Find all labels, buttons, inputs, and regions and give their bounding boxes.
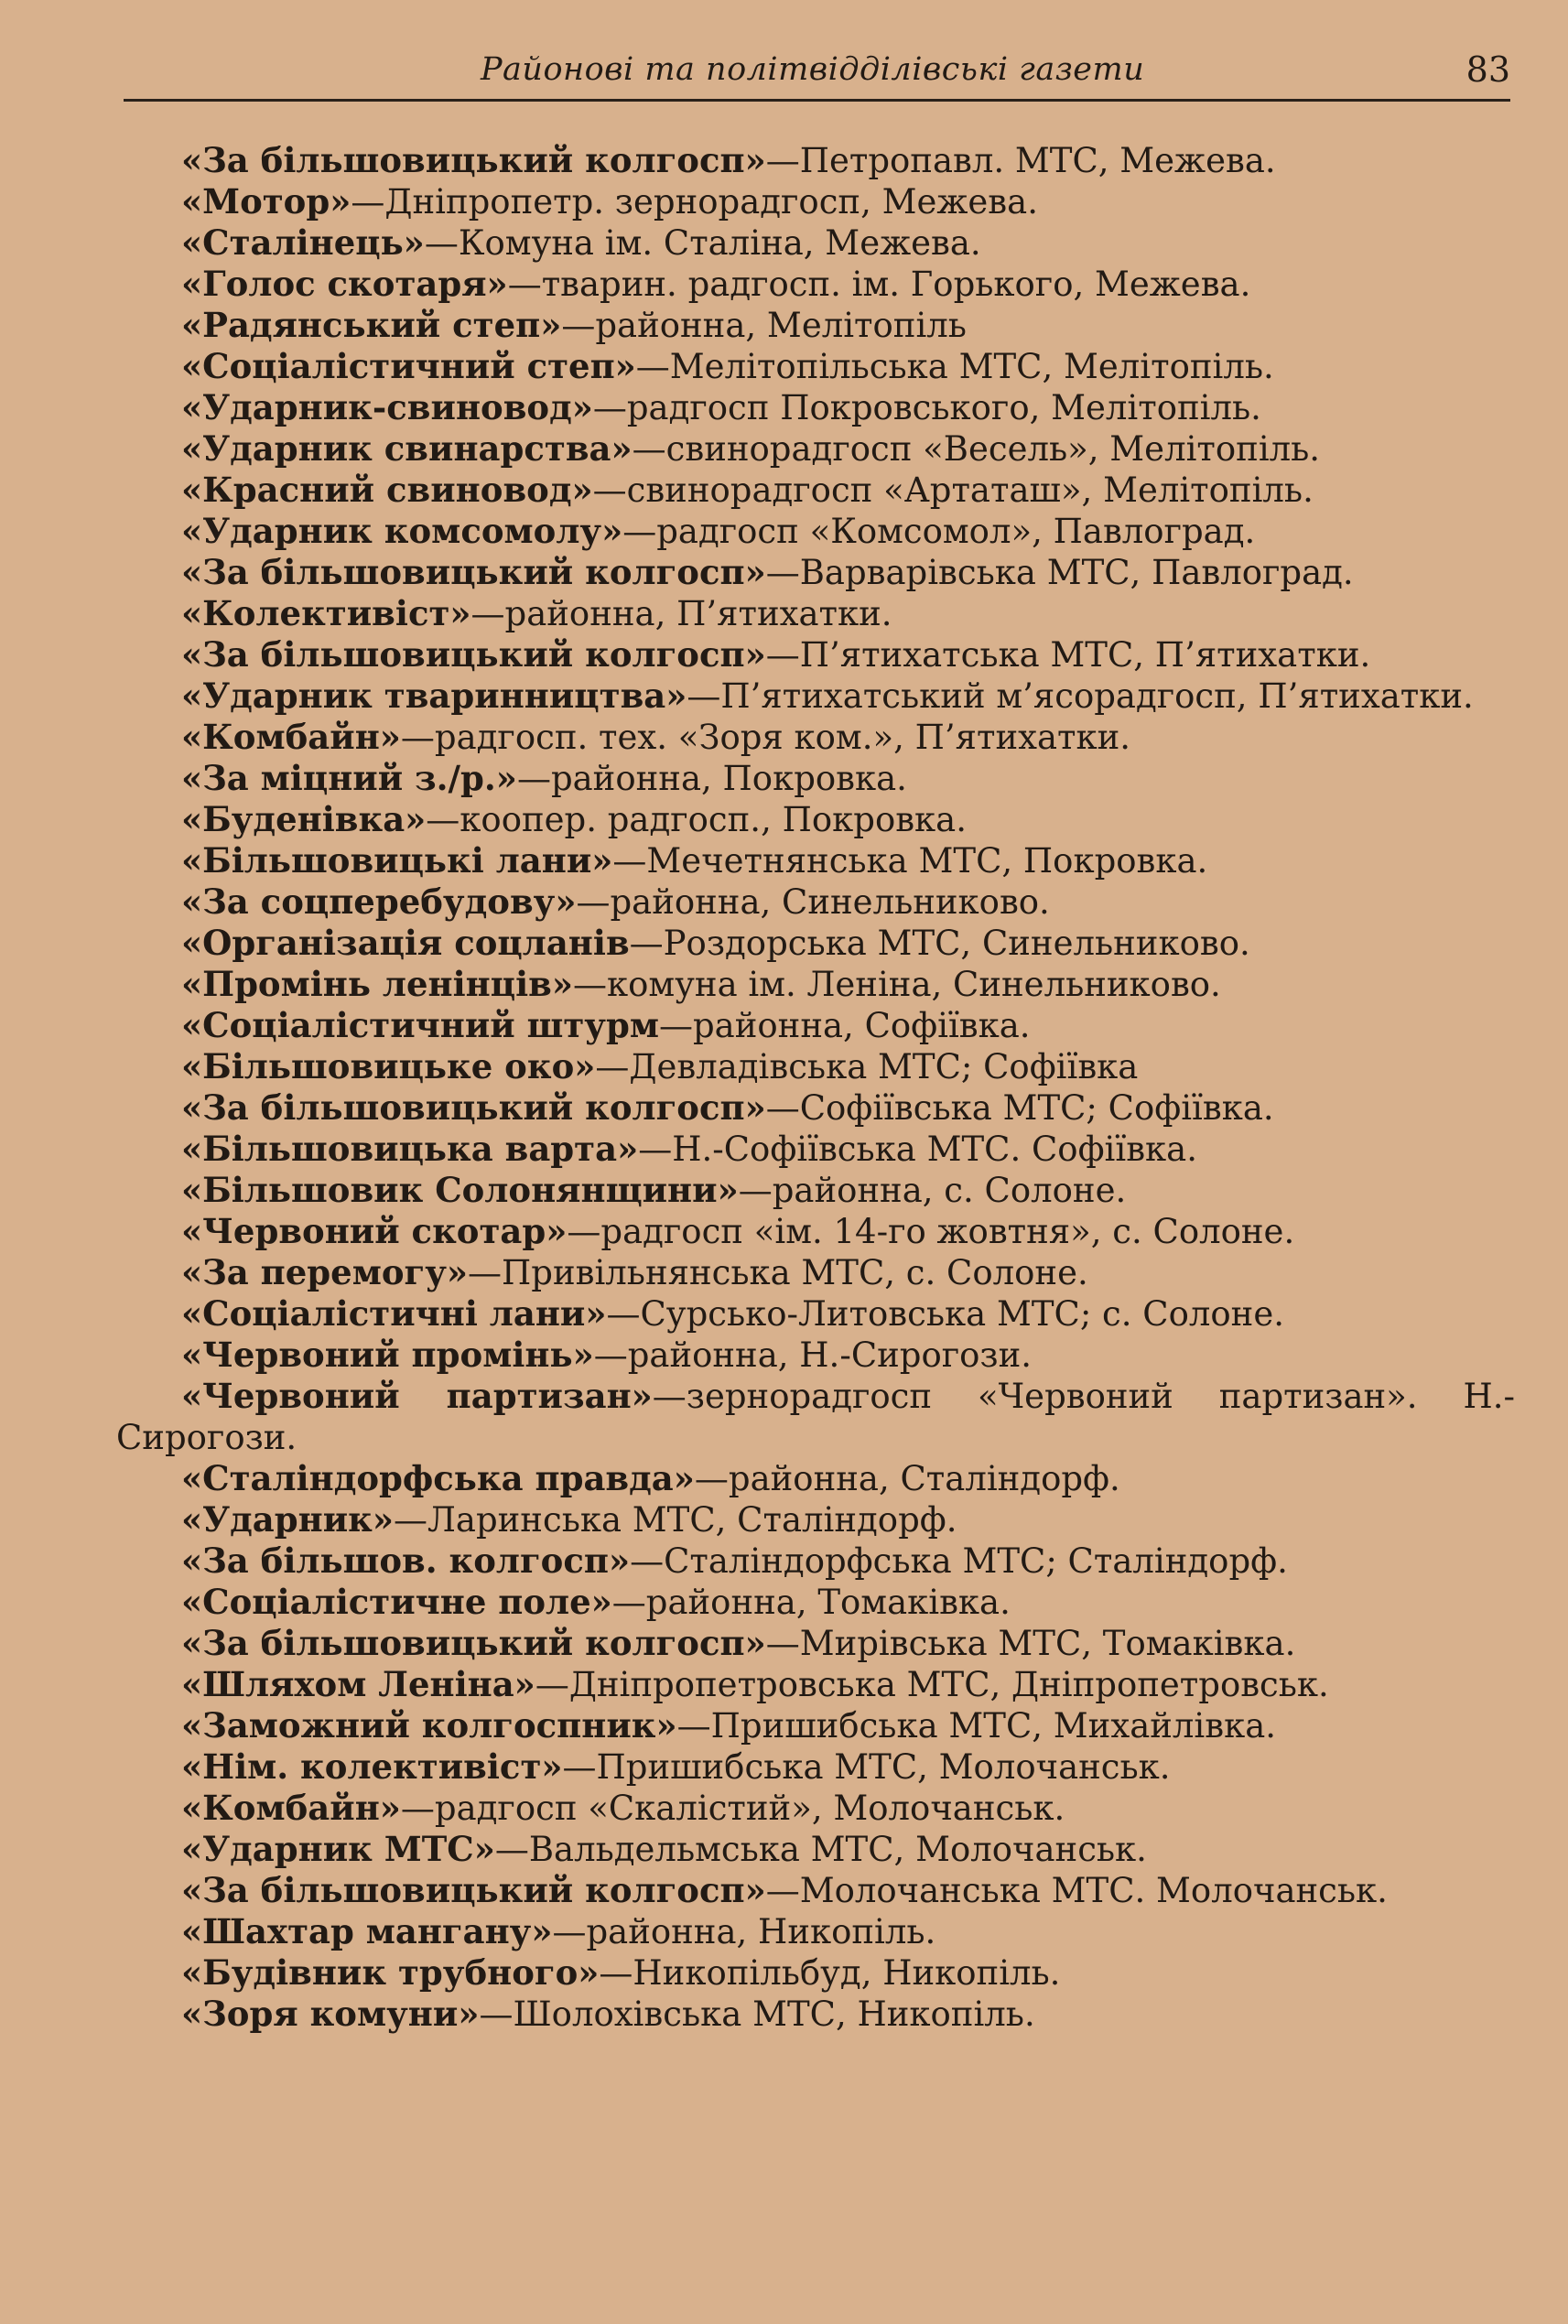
newspaper-title: «За більшовицький колгосп» bbox=[181, 140, 766, 180]
newspaper-entry bbox=[116, 1829, 1515, 1870]
newspaper-title: «Шахтар мангану» bbox=[181, 1911, 553, 1951]
newspaper-details: —Сталіндорфська МТС; Сталіндорф. bbox=[630, 1541, 1288, 1581]
newspaper-title: «Ударник свинарства» bbox=[181, 428, 633, 469]
newspaper-details: —П’ятихатський м’ясорадгосп, П’ятихатки. bbox=[687, 676, 1474, 716]
newspaper-entry bbox=[116, 1458, 1515, 1499]
newspaper-entry bbox=[116, 593, 1515, 634]
newspaper-title: «Голос скотаря» bbox=[181, 264, 508, 304]
newspaper-title: «Колективіст» bbox=[181, 593, 471, 633]
newspaper-title: «Красний свиновод» bbox=[181, 470, 593, 510]
newspaper-entry bbox=[116, 923, 1515, 964]
newspaper-details: —Мелітопільська МТС, Мелітопіль. bbox=[635, 347, 1274, 386]
newspaper-details: —районна, с. Солоне. bbox=[738, 1171, 1127, 1210]
newspaper-title: «Більшовик Солонянщини» bbox=[181, 1170, 739, 1210]
newspaper-details: —Пришибська МТС, Михайлівка. bbox=[676, 1706, 1277, 1746]
header-rule bbox=[124, 99, 1510, 102]
newspaper-details: —Мечетнянська МТС, Покровка. bbox=[612, 841, 1208, 881]
newspaper-entry bbox=[116, 1705, 1515, 1746]
newspaper-entry bbox=[116, 1664, 1515, 1705]
newspaper-title: «Зоря комуни» bbox=[181, 1994, 480, 2034]
newspaper-entry bbox=[116, 470, 1515, 511]
newspaper-entry bbox=[116, 1211, 1515, 1252]
newspaper-entry bbox=[116, 181, 1515, 222]
newspaper-entry bbox=[116, 1911, 1515, 1952]
newspaper-title: «Буденівка» bbox=[181, 799, 427, 839]
newspaper-details: —районна, Софіївка. bbox=[658, 1006, 1031, 1045]
newspaper-entry bbox=[116, 881, 1515, 923]
newspaper-entry bbox=[116, 1335, 1515, 1376]
newspaper-title: «Шляхом Леніна» bbox=[181, 1664, 535, 1704]
newspaper-title: «Комбайн» bbox=[181, 1788, 401, 1828]
newspaper-details: —радгосп «Комсомол», Павлоград. bbox=[622, 512, 1256, 551]
newspaper-details: —свинорадгосп «Весель», Мелітопіль. bbox=[632, 429, 1321, 469]
newspaper-details: —районна, Томаківка. bbox=[611, 1583, 1011, 1622]
newspaper-entry bbox=[116, 1952, 1515, 1994]
newspaper-details: —радгосп. тех. «Зоря ком.», П’ятихатки. bbox=[400, 718, 1131, 757]
newspaper-title: «Нім. колективіст» bbox=[181, 1746, 563, 1787]
newspaper-title: «За більшовицький колгосп» bbox=[181, 634, 766, 675]
newspaper-details: —Девладівська МТС; Софіївка bbox=[595, 1047, 1139, 1086]
newspaper-details: —Молочанська МТС. Молочанськ. bbox=[765, 1871, 1388, 1910]
newspaper-details: —П’ятихатська МТС, П’ятихатки. bbox=[765, 635, 1371, 675]
newspaper-title: «Мотор» bbox=[181, 181, 351, 222]
newspaper-entry bbox=[116, 717, 1515, 758]
newspaper-title: «За соцперебудову» bbox=[181, 881, 577, 922]
newspaper-entry bbox=[116, 1087, 1515, 1129]
newspaper-details: —Вальдельмська МТС, Молочанськ. bbox=[494, 1830, 1147, 1869]
newspaper-details: —Шолохівська МТС, Никопіль. bbox=[479, 1994, 1035, 2034]
newspaper-entry bbox=[116, 1376, 1515, 1458]
running-title: Районові та політвідділівські газети bbox=[481, 51, 1145, 88]
newspaper-title: «Ударник МТС» bbox=[181, 1829, 495, 1869]
newspaper-title: «За більшовицький колгосп» bbox=[181, 1870, 766, 1910]
newspaper-title: «Ударник комсомолу» bbox=[181, 511, 623, 551]
newspaper-details: —районна, П’ятихатки. bbox=[470, 594, 892, 633]
newspaper-entry bbox=[116, 799, 1515, 840]
newspaper-details: —районна, Синельниково. bbox=[576, 882, 1050, 922]
newspaper-details: —коопер. радгосп., Покровка. bbox=[426, 800, 967, 839]
newspaper-entry bbox=[116, 840, 1515, 881]
newspaper-title: «За міцний з./р.» bbox=[181, 758, 517, 798]
newspaper-entry bbox=[116, 1623, 1515, 1664]
newspaper-entry bbox=[116, 1870, 1515, 1911]
newspaper-entry bbox=[116, 140, 1515, 181]
newspaper-title: «Комбайн» bbox=[181, 717, 401, 757]
newspaper-details: —Дніпропетровська МТС, Дніпропетровськ. bbox=[535, 1665, 1329, 1704]
newspaper-title: «За більшовицький колгосп» bbox=[181, 1623, 766, 1663]
page-number: 83 bbox=[1465, 49, 1510, 90]
newspaper-entry bbox=[116, 676, 1515, 717]
newspaper-title: «За більшов. колгосп» bbox=[181, 1540, 631, 1581]
newspaper-details: —Никопільбуд, Никопіль. bbox=[599, 1953, 1061, 1993]
newspaper-details: —районна, Мелітопіль bbox=[561, 306, 967, 345]
newspaper-details: —Петропавл. МТС, Межева. bbox=[765, 141, 1276, 180]
newspaper-title: «Більшовицьке око» bbox=[181, 1046, 596, 1086]
newspaper-entry bbox=[116, 1252, 1515, 1293]
newspaper-entry bbox=[116, 1746, 1515, 1788]
newspaper-title: «Заможний колгоспник» bbox=[181, 1705, 677, 1746]
newspaper-title: «Ударник тваринництва» bbox=[181, 676, 687, 716]
newspaper-title: «Радянський степ» bbox=[181, 305, 562, 345]
newspaper-details: —Пришибська МТС, Молочанськ. bbox=[562, 1747, 1171, 1787]
newspaper-entry bbox=[116, 1005, 1515, 1046]
newspaper-title: «За більшовицький колгосп» bbox=[181, 1087, 766, 1128]
newspaper-title: «Ударник» bbox=[181, 1499, 395, 1540]
newspaper-details: —свинорадгосп «Артаташ», Мелітопіль. bbox=[592, 470, 1314, 510]
newspaper-title: «Будівник трубного» bbox=[181, 1952, 600, 1993]
newspaper-entry bbox=[116, 346, 1515, 387]
newspaper-details: —Н.-Софіївська МТС. Софіївка. bbox=[638, 1130, 1197, 1169]
newspaper-title: «Більшовицька варта» bbox=[181, 1129, 639, 1169]
newspaper-title: «Червоний партизан» bbox=[181, 1376, 653, 1416]
newspaper-entry bbox=[116, 1788, 1515, 1829]
newspaper-details: —радгосп «ім. 14-го жовтня», с. Солоне. bbox=[567, 1212, 1295, 1251]
newspaper-details: —зернорадгосп «Червоний партизан». Н.-Сирогози. bbox=[116, 1377, 1515, 1457]
newspaper-title: «Сталінець» bbox=[181, 222, 425, 263]
newspaper-title: «Соціалістичний степ» bbox=[181, 346, 636, 386]
newspaper-entry bbox=[116, 1540, 1515, 1582]
newspaper-details: —районна, Сталіндорф. bbox=[694, 1459, 1120, 1498]
newspaper-details: —Привільнянська МТС, с. Солоне. bbox=[468, 1253, 1088, 1292]
newspaper-title: «Соціалістичні лани» bbox=[181, 1293, 607, 1334]
newspaper-entry bbox=[116, 1170, 1515, 1211]
newspaper-details: —Софіївська МТС; Софіївка. bbox=[765, 1088, 1274, 1128]
newspaper-entry bbox=[116, 264, 1515, 305]
newspaper-title: «Промінь ленінців» bbox=[181, 964, 573, 1004]
newspaper-details: —тварин. радгосп. ім. Горького, Межева. bbox=[507, 265, 1251, 304]
newspaper-details: —Сурсько-Литовська МТС; с. Солоне. bbox=[606, 1294, 1284, 1334]
newspaper-title: «Ударник-свиновод» bbox=[181, 387, 593, 427]
newspaper-title: «Більшовицькі лани» bbox=[181, 840, 613, 881]
newspaper-title: «Соціалістичне поле» bbox=[181, 1582, 612, 1622]
newspaper-entry bbox=[116, 1994, 1515, 2035]
newspaper-entry bbox=[116, 1046, 1515, 1087]
newspaper-details: —районна, Н.-Сирогози. bbox=[593, 1335, 1033, 1375]
newspaper-details: —Варварівська МТС, Павлоград. bbox=[765, 553, 1354, 592]
newspaper-details: —радгосп Покровського, Мелітопіль. bbox=[592, 388, 1261, 427]
newspaper-details: —Дніпропетр. зернорадгосп, Межева. bbox=[351, 182, 1038, 222]
newspaper-details: —радгосп «Скалістий», Молочанськ. bbox=[400, 1789, 1065, 1828]
newspaper-entry bbox=[116, 305, 1515, 346]
newspaper-details: —районна, Никопіль. bbox=[552, 1912, 936, 1951]
newspaper-title: «Соціалістичний штурм bbox=[181, 1005, 659, 1045]
newspaper-title: «Сталіндорфська правда» bbox=[181, 1458, 695, 1498]
newspaper-entry bbox=[116, 1129, 1515, 1170]
newspaper-entry bbox=[116, 552, 1515, 593]
newspaper-details: —Мирівська МТС, Томаківка. bbox=[765, 1624, 1296, 1663]
newspaper-title: «За перемогу» bbox=[181, 1252, 469, 1292]
newspaper-title: «Організація соцланів bbox=[181, 923, 630, 963]
newspaper-title: «Червоний скотар» bbox=[181, 1211, 568, 1251]
newspaper-details: —Ларинська МТС, Сталіндорф. bbox=[394, 1500, 957, 1540]
newspaper-details: —районна, Покровка. bbox=[516, 759, 907, 798]
newspaper-details: —Комуна ім. Сталіна, Межева. bbox=[424, 223, 981, 263]
newspaper-entry bbox=[116, 964, 1515, 1005]
newspaper-title: «Червоний промінь» bbox=[181, 1335, 594, 1375]
page-header bbox=[124, 42, 1510, 106]
newspaper-entry bbox=[116, 1293, 1515, 1335]
newspaper-entry bbox=[116, 758, 1515, 799]
newspaper-entry bbox=[116, 428, 1515, 470]
newspaper-entry bbox=[116, 634, 1515, 676]
newspaper-entry bbox=[116, 222, 1515, 264]
newspaper-details: —Роздорська МТС, Синельниково. bbox=[629, 924, 1250, 963]
newspaper-details: —комуна ім. Леніна, Синельниково. bbox=[572, 965, 1221, 1004]
newspaper-entry bbox=[116, 1582, 1515, 1623]
newspaper-entry bbox=[116, 511, 1515, 552]
newspaper-entry bbox=[116, 1499, 1515, 1540]
newspaper-title: «За більшовицький колгосп» bbox=[181, 552, 766, 592]
newspaper-list bbox=[116, 140, 1515, 2035]
newspaper-entry bbox=[116, 387, 1515, 428]
